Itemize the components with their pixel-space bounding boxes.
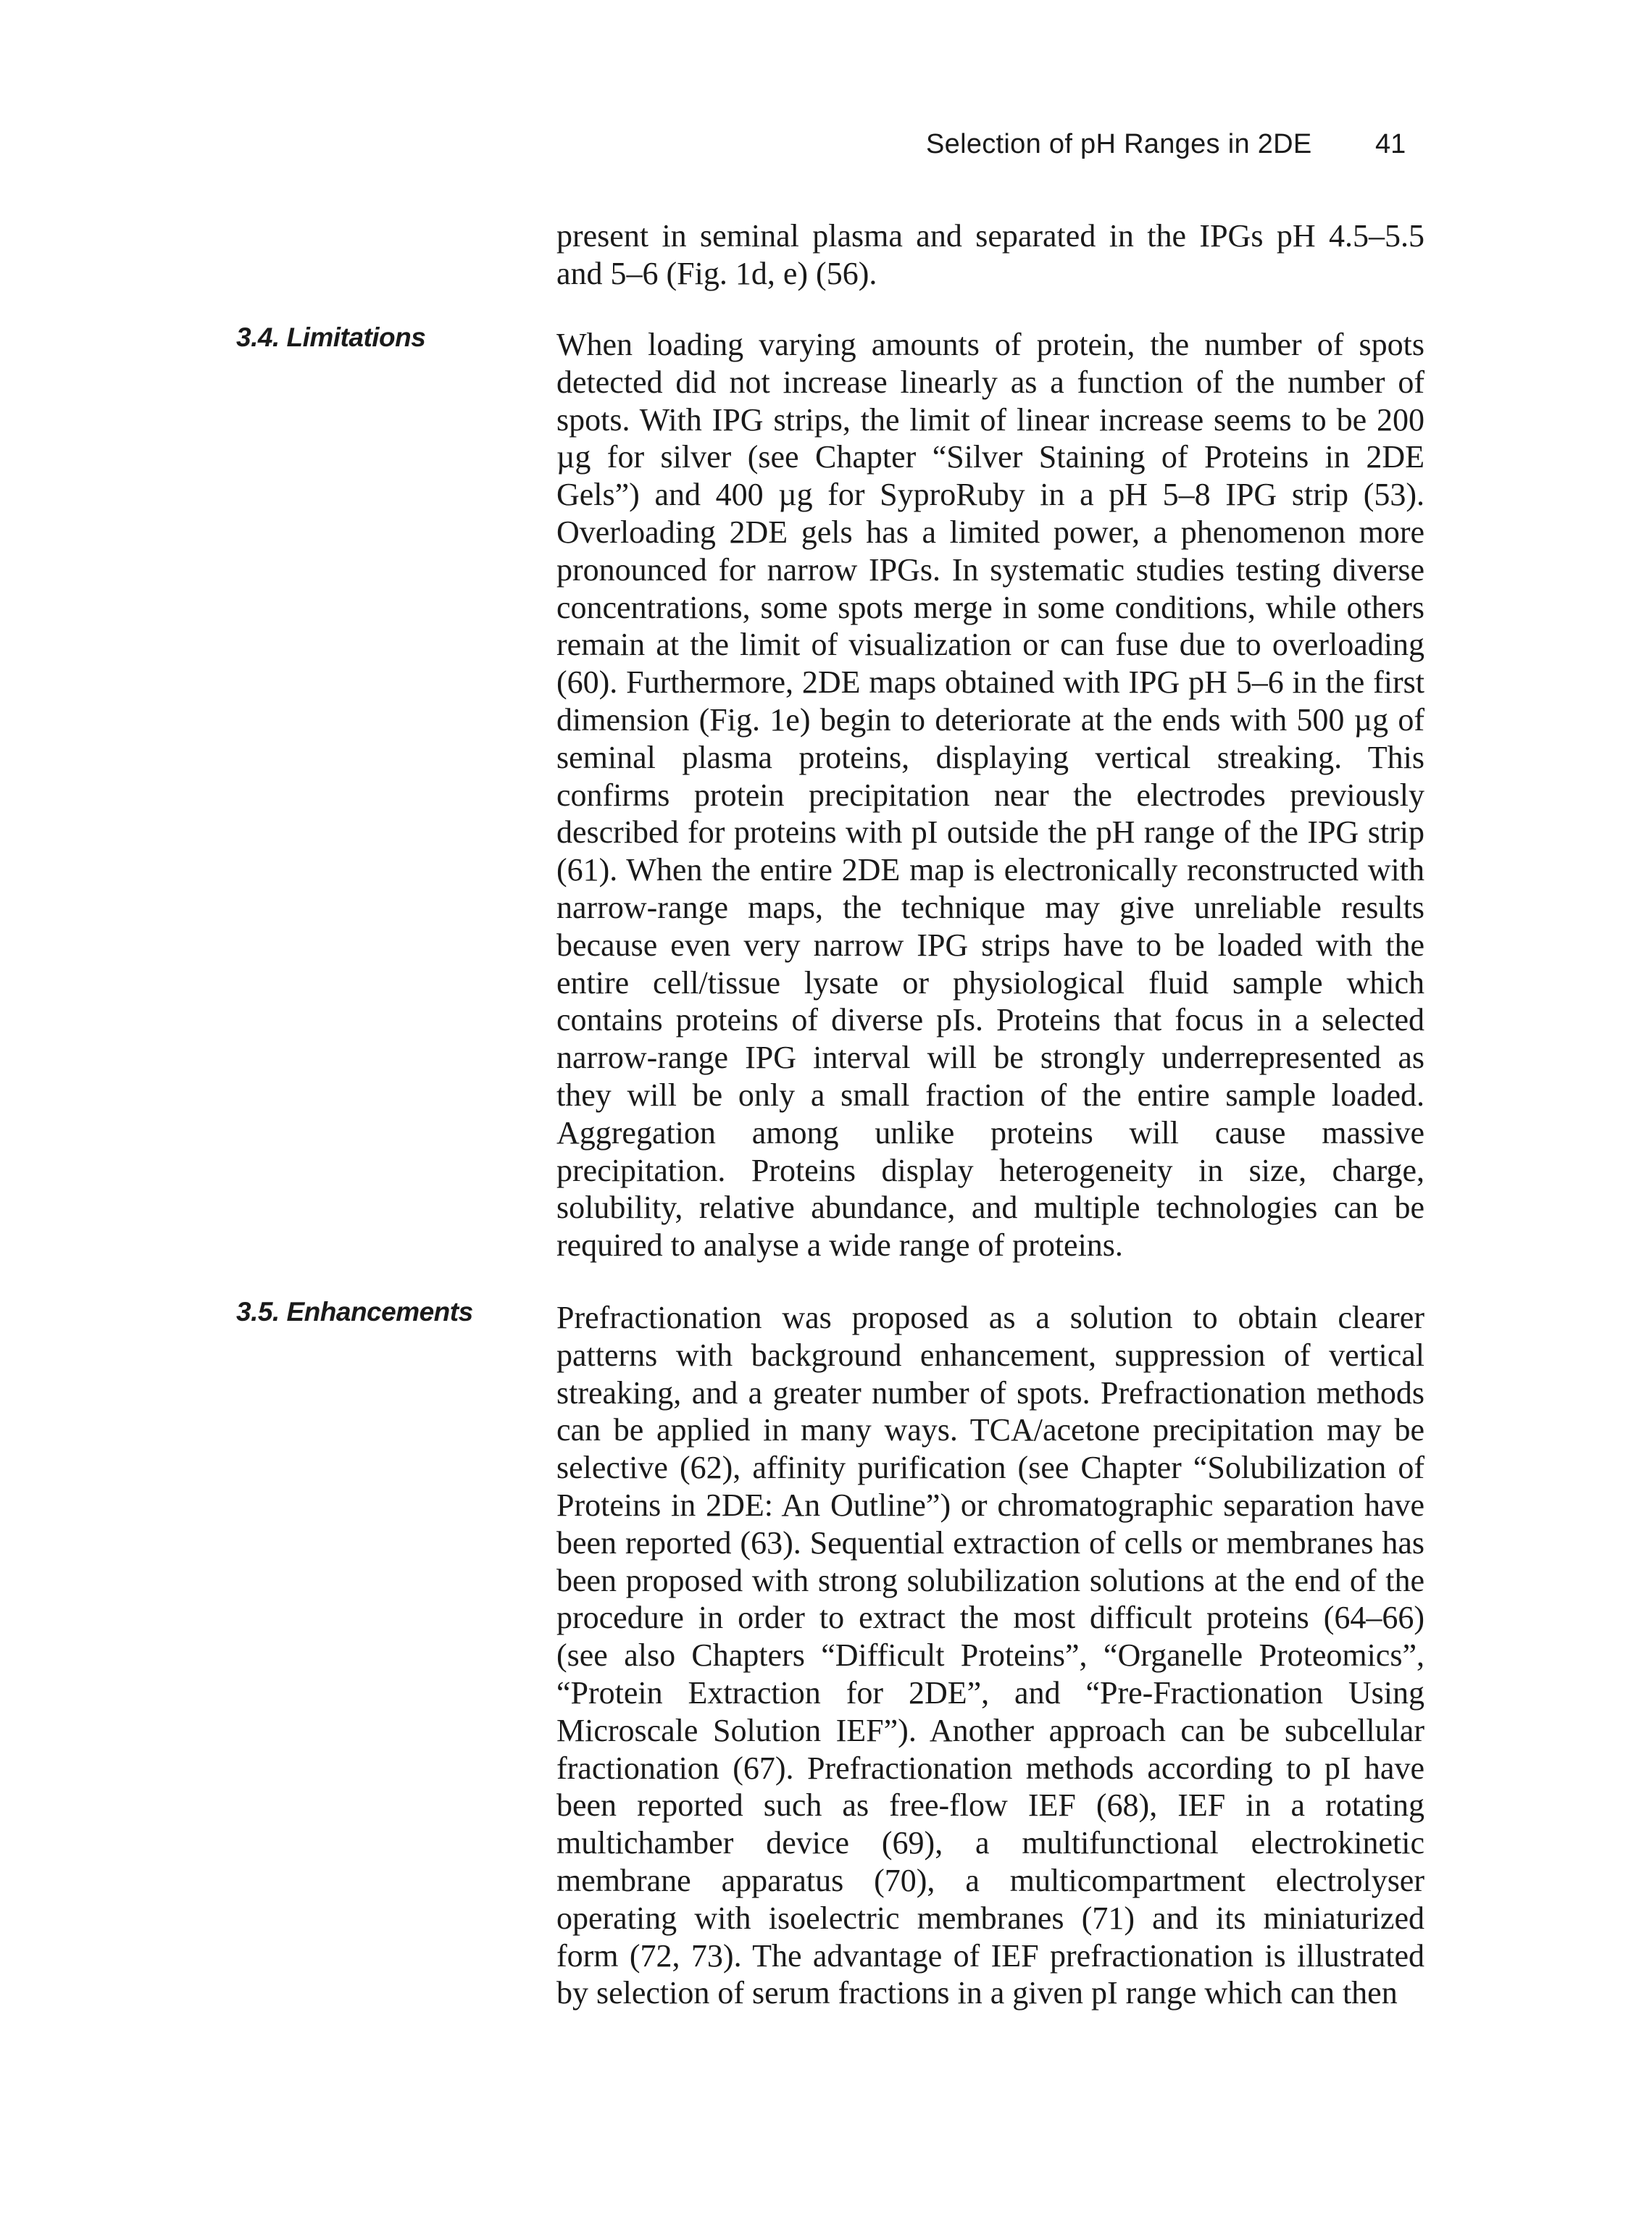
section-heading-enhancements: 3.5. Enhancements: [236, 1297, 473, 1327]
enhancements-paragraph-block: [556, 1299, 1424, 2012]
running-title: Selection of pH Ranges in 2DE: [926, 129, 1312, 159]
enhancements-paragraph: Prefractionation was proposed as a solution to obtain clearer patterns with background enhancement, suppression of vertical streaking, and a greater number of spots. Prefractionation methods can be applied in many ways. TCA/acetone precipitation may be selective (62), affinity purification (see Chapter “Solubilization of Proteins in 2DE: An Outline”) or chromatographic separation have been reported (63). Sequential extraction of cells or membranes has been proposed with strong solubilization solutions at the end of the procedure in order to extract the most difficult proteins (64–66) (see also Chapters “Difficult Proteins”, “Organelle Proteomics”, “Protein Extraction for 2DE”, and “Pre-Fractionation Using Microscale Solution IEF”). Another approach can be subcellular fractionation (67). Prefractionation methods according to pI have been reported such as free-flow IEF (68), IEF in a rotating multichamber device (69), a multifunctional electrokinetic membrane apparatus (70), a multicompartment electrolyser operating with isoelectric membranes (71) and its miniaturized form (72, 73). The advantage of IEF prefractionation is illustrated by selection of serum fractions in a given pI range which can then: [556, 1300, 1424, 2011]
intro-paragraph-block: [556, 217, 1424, 293]
intro-paragraph: present in seminal plasma and separated in the IPGs pH 4.5–5.5 and 5–6 (Fig. 1d, e) (56).: [556, 218, 1424, 291]
limitations-paragraph-block: [556, 326, 1424, 1264]
limitations-paragraph: When loading varying amounts of protein, the number of spots detected did not increase linearly as a function of the number of spots. With IPG strips, the limit of linear increase seems to be 200 µg for silver (see Chapter “Silver Staining of Proteins in 2DE Gels”) and 400 µg for SyproRuby in a pH 5–8 IPG strip (53). Overloading 2DE gels has a limited power, a phenomenon more pronounced for narrow IPGs. In systematic studies testing diverse concentrations, some spots merge in some conditions, while others remain at the limit of visualization or can fuse due to overloading (60). Furthermore, 2DE maps obtained with IPG pH 5–6 in the first dimension (Fig. 1e) begin to deteriorate at the ends with 500 µg of seminal plasma proteins, displaying vertical streaking. This confirms protein precipitation near the electrodes previously described for proteins with pI outside the pH range of the IPG strip (61). When the entire 2DE map is electronically reconstructed with narrow-range maps, the technique may give unreliable results because even very narrow IPG strips have to be loaded with the entire cell/tissue lysate or physiological fluid sample which contains proteins of diverse pIs. Proteins that focus in a selected narrow-range IPG interval will be strongly underrepresented as they will be only a small fraction of the entire sample loaded. Aggregation among unlike proteins will cause massive precipitation. Proteins display heterogeneity in size, charge, solubility, relative abundance, and multiple technologies can be required to analyse a wide range of proteins.: [556, 327, 1424, 1264]
section-heading-limitations: 3.4. Limitations: [236, 322, 426, 352]
page-number: 41: [1375, 129, 1406, 159]
